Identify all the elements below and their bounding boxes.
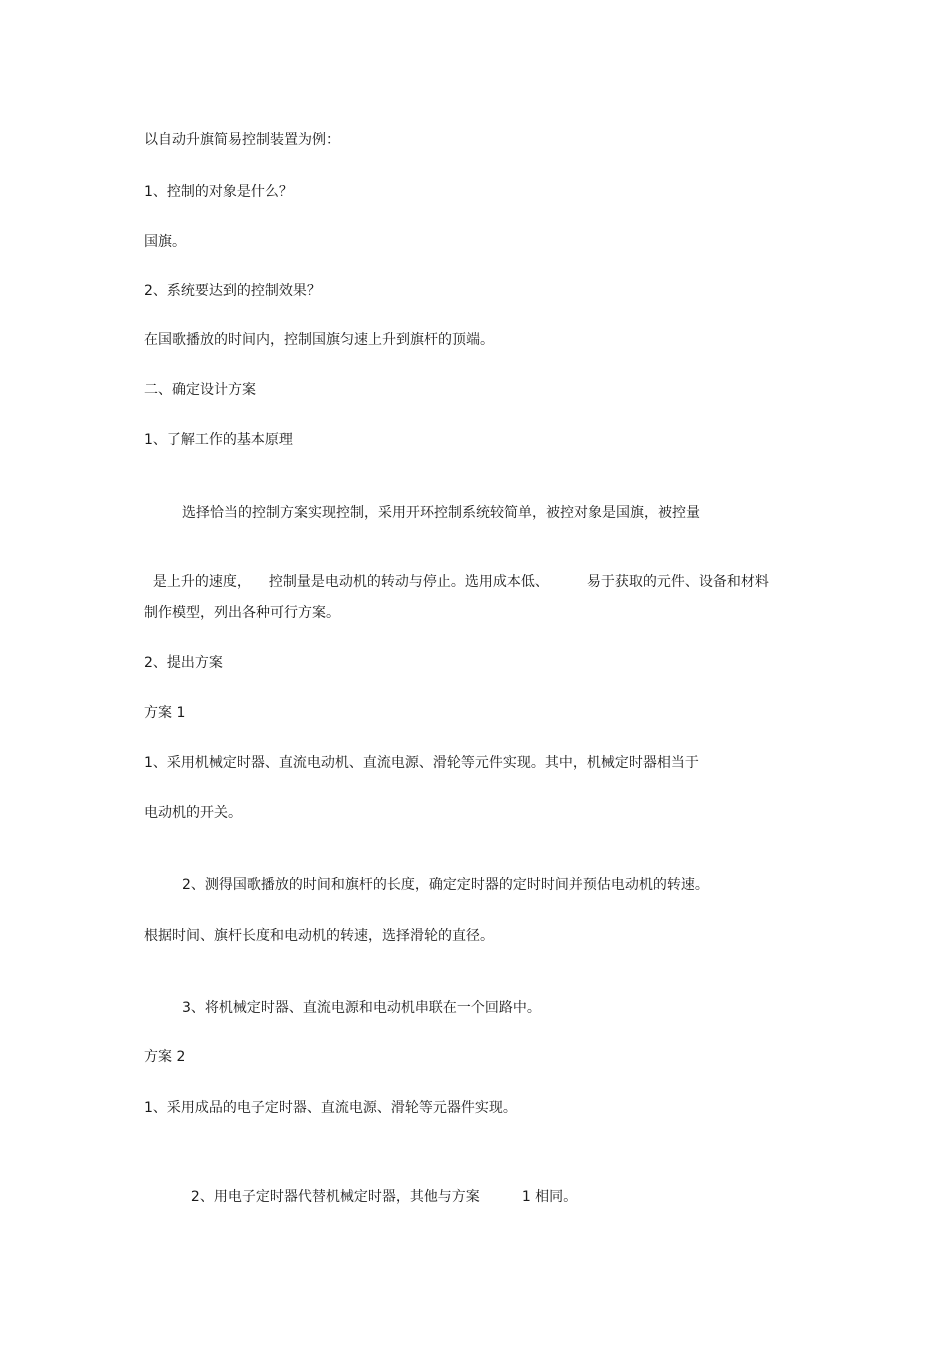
plan-1-item-2-line-2: 根据时间、旗杆长度和电动机的转速，选择滑轮的直径。 [144,928,494,944]
plan-2-heading: 方案 2 [144,1049,186,1065]
plan-2-item-2 [182,1170,577,1206]
paragraph-1-line-2-part-b: 控制量是电动机的转动与停止。选用成本低、 [268,574,549,590]
plan-2-item-2-part-a: 2、用电子定时器代替机械定时器，其他与方案 [190,1189,480,1205]
question-1: 1、控制的对象是什么？ [144,184,293,200]
question-2: 2、系统要达到的控制效果？ [144,283,321,299]
paragraph-1-line-1: 选择恰当的控制方案实现控制，采用开环控制系统较简单，被控对象是国旗，被控量 [182,505,700,521]
paragraph-1-line-3: 制作模型，列出各种可行方案。 [144,605,340,621]
plan-2-item-2-part-b: 1 相同。 [521,1189,578,1205]
plan-1-item-3: 3、将机械定时器、直流电源和电动机串联在一个回路中。 [182,1000,541,1016]
intro-line: 以自动升旗简易控制装置为例： [144,132,340,148]
paragraph-1-line-2 [144,555,769,591]
step-1-heading: 1、了解工作的基本原理 [144,432,293,448]
plan-1-item-1-line-1: 1、采用机械定时器、直流电动机、直流电源、滑轮等元件实现。其中，机械定时器相当于 [144,755,699,771]
step-2-heading: 2、提出方案 [144,655,223,671]
plan-1-heading: 方案 1 [144,705,186,721]
plan-1-item-2-line-1: 2、测得国歌播放的时间和旗杆的长度，确定定时器的定时时间并预估电动机的转速。 [182,877,709,893]
section-2-heading: 二、确定设计方案 [144,382,256,398]
paragraph-1-line-2-part-a: 是上升的速度， [152,574,251,590]
answer-1: 国旗。 [144,234,186,250]
plan-1-item-1-line-2: 电动机的开关。 [144,805,242,821]
plan-2-item-1: 1、采用成品的电子定时器、直流电源、滑轮等元器件实现。 [144,1100,517,1116]
answer-2: 在国歌播放的时间内，控制国旗匀速上升到旗杆的顶端。 [144,332,494,348]
paragraph-1-line-2-part-c: 易于获取的元件、设备和材料 [586,574,769,590]
